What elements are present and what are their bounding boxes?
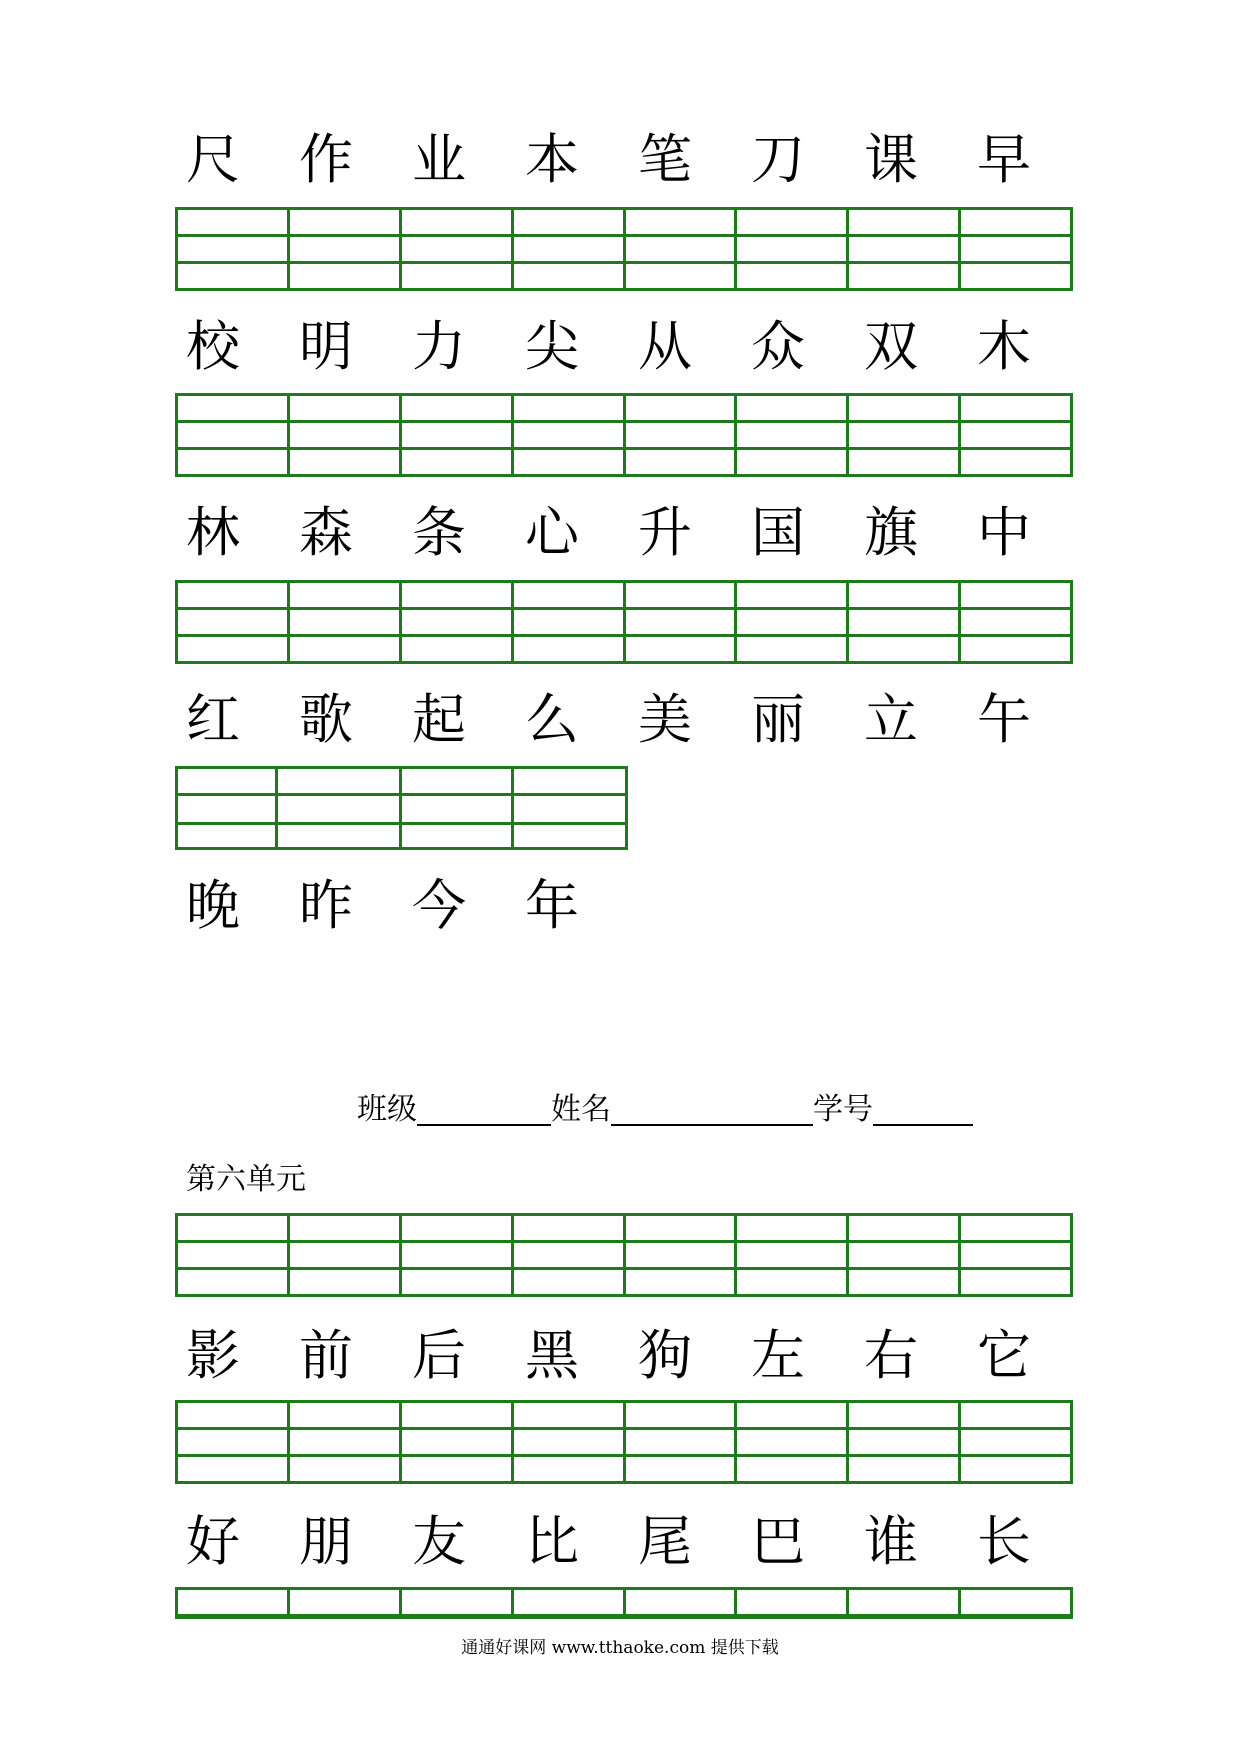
grid-cell[interactable]	[737, 396, 849, 474]
char: 友	[412, 1510, 466, 1573]
char: 力	[412, 315, 466, 378]
grid-cell[interactable]	[290, 210, 402, 288]
char: 么	[525, 688, 579, 751]
grid-cell[interactable]	[626, 1403, 738, 1481]
grid-cell[interactable]	[514, 1216, 626, 1294]
char: 双	[864, 315, 918, 378]
grid-cell[interactable]	[849, 1216, 961, 1294]
char: 歌	[299, 688, 353, 751]
char: 刀	[751, 128, 805, 191]
char: 比	[525, 1510, 579, 1573]
char: 朋	[299, 1510, 353, 1573]
char: 笔	[638, 128, 692, 191]
footer: 通通好课网 www.tthaoke.com 提供下载	[461, 1638, 779, 1658]
grid-cell[interactable]	[849, 583, 961, 661]
char: 国	[751, 501, 805, 564]
grid-cell[interactable]	[178, 1216, 290, 1294]
char: 影	[186, 1324, 240, 1387]
grid-cell[interactable]	[402, 210, 514, 288]
char: 昨	[299, 874, 353, 937]
grid-cell[interactable]	[626, 396, 738, 474]
char: 林	[186, 501, 240, 564]
char: 尾	[638, 1510, 692, 1573]
grid-cell[interactable]	[290, 1590, 402, 1616]
grid-cell[interactable]	[178, 583, 290, 661]
student-info-line	[357, 1090, 973, 1130]
char: 谁	[864, 1510, 918, 1573]
grid-cell[interactable]	[402, 396, 514, 474]
grid-cell[interactable]	[514, 1403, 626, 1481]
char: 黑	[525, 1324, 579, 1387]
grid-cell[interactable]	[961, 1590, 1070, 1616]
grid-cell[interactable]	[626, 210, 738, 288]
char: 右	[864, 1324, 918, 1387]
grid-cell[interactable]	[961, 1216, 1070, 1294]
grid-cell[interactable]	[178, 769, 278, 847]
char: 好	[186, 1510, 240, 1573]
char: 众	[751, 315, 805, 378]
grid-cell[interactable]	[737, 1403, 849, 1481]
char: 午	[977, 688, 1031, 751]
char: 业	[412, 128, 466, 191]
grid-cell[interactable]	[737, 1590, 849, 1616]
char: 前	[299, 1324, 353, 1387]
char: 旗	[864, 501, 918, 564]
grid-cell[interactable]	[626, 1216, 738, 1294]
char: 心	[525, 501, 579, 564]
char: 尺	[186, 128, 240, 191]
grid-cell[interactable]	[402, 769, 514, 847]
char: 作	[299, 128, 353, 191]
number-label: 学号	[813, 1092, 873, 1127]
char: 木	[977, 315, 1031, 378]
class-blank[interactable]	[417, 1094, 551, 1126]
char: 中	[977, 501, 1031, 564]
grid-cell[interactable]	[402, 583, 514, 661]
char: 丽	[751, 688, 805, 751]
grid-cell[interactable]	[961, 1403, 1070, 1481]
name-blank[interactable]	[611, 1094, 813, 1126]
grid-cell[interactable]	[737, 1216, 849, 1294]
writing-grid-3[interactable]	[175, 580, 1073, 664]
grid-cell[interactable]	[290, 583, 402, 661]
grid-cell[interactable]	[514, 583, 626, 661]
char: 本	[525, 128, 579, 191]
grid-cell[interactable]	[514, 769, 625, 847]
char: 年	[525, 874, 579, 937]
class-label: 班级	[357, 1092, 417, 1127]
grid-cell[interactable]	[278, 769, 402, 847]
char: 早	[977, 128, 1031, 191]
char: 晚	[186, 874, 240, 937]
number-blank[interactable]	[873, 1094, 973, 1126]
grid-cell[interactable]	[290, 1403, 402, 1481]
grid-cell[interactable]	[290, 396, 402, 474]
char: 今	[412, 874, 466, 937]
char: 起	[412, 688, 466, 751]
grid-cell[interactable]	[961, 583, 1070, 661]
grid-cell[interactable]	[737, 583, 849, 661]
grid-cell[interactable]	[402, 1403, 514, 1481]
writing-grid-2[interactable]	[175, 393, 1073, 477]
grid-cell[interactable]	[514, 1590, 626, 1616]
char: 长	[977, 1510, 1031, 1573]
char: 左	[751, 1324, 805, 1387]
char: 条	[412, 501, 466, 564]
grid-cell[interactable]	[849, 1590, 961, 1616]
grid-cell[interactable]	[514, 210, 626, 288]
char: 升	[638, 501, 692, 564]
grid-cell[interactable]	[626, 1590, 738, 1616]
unit-title: 第六单元	[186, 1162, 306, 1197]
char: 从	[638, 315, 692, 378]
grid-cell[interactable]	[849, 210, 961, 288]
char: 狗	[638, 1324, 692, 1387]
writing-grid-7[interactable]	[175, 1587, 1073, 1619]
writing-grid-5[interactable]	[175, 1213, 1073, 1297]
char: 红	[186, 688, 240, 751]
char: 课	[864, 128, 918, 191]
grid-cell[interactable]	[626, 583, 738, 661]
writing-grid-4[interactable]	[175, 766, 628, 850]
grid-cell[interactable]	[402, 1216, 514, 1294]
char: 立	[864, 688, 918, 751]
char: 校	[186, 315, 240, 378]
grid-cell[interactable]	[514, 396, 626, 474]
grid-cell[interactable]	[290, 1216, 402, 1294]
char: 尖	[525, 315, 579, 378]
grid-cell[interactable]	[961, 396, 1070, 474]
grid-cell[interactable]	[178, 1590, 290, 1616]
writing-grid-6[interactable]	[175, 1400, 1073, 1484]
grid-cell[interactable]	[178, 1403, 290, 1481]
grid-cell[interactable]	[737, 210, 849, 288]
char: 巴	[751, 1510, 805, 1573]
char: 美	[638, 688, 692, 751]
char: 它	[977, 1324, 1031, 1387]
grid-cell[interactable]	[402, 1590, 514, 1616]
char: 明	[299, 315, 353, 378]
grid-cell[interactable]	[178, 396, 290, 474]
grid-cell[interactable]	[849, 1403, 961, 1481]
char: 后	[412, 1324, 466, 1387]
char: 森	[299, 501, 353, 564]
writing-grid-1[interactable]	[175, 207, 1073, 291]
name-label: 姓名	[551, 1092, 611, 1127]
grid-cell[interactable]	[849, 396, 961, 474]
grid-cell[interactable]	[178, 210, 290, 288]
grid-cell[interactable]	[961, 210, 1070, 288]
